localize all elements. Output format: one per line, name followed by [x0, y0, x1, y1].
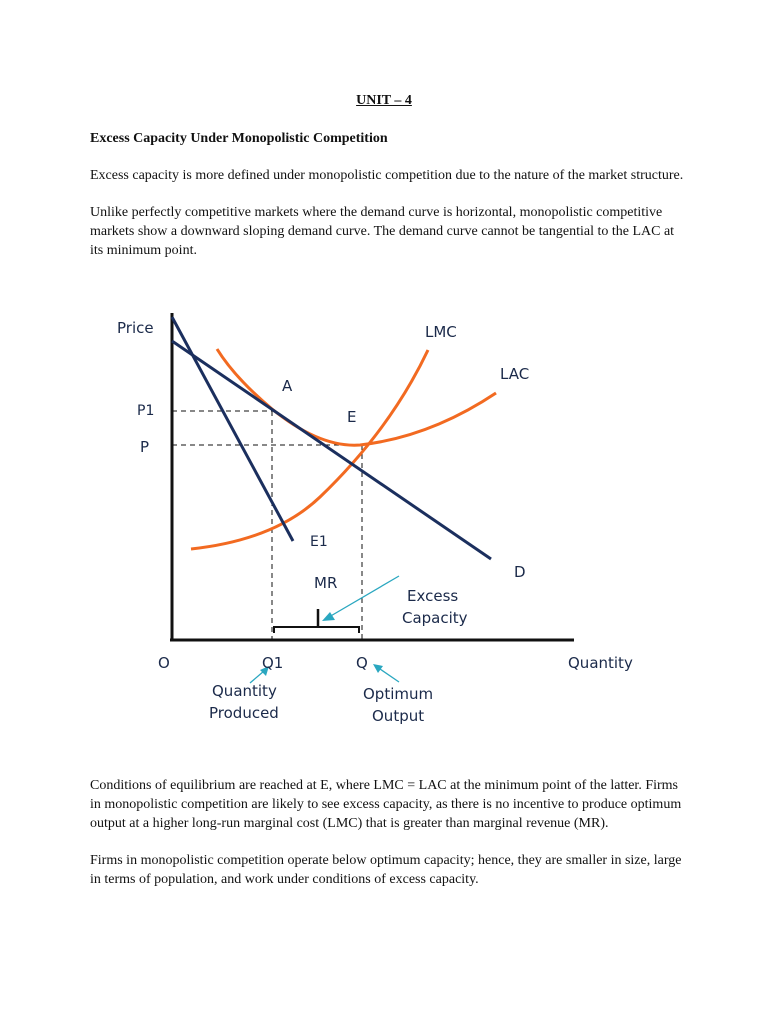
paragraph-equilibrium: Conditions of equilibrium are reached at E, where LMC = LAC at the minimum point of the latter. Firms in monopolistic competition are likely to see excess capacity, as there is no incentive to produce optimum output at a higher long-run marginal cost (LMC) that is greater than marginal revenue (MR).: [90, 778, 682, 831]
demand-curve-d: [172, 341, 491, 559]
quantity-produced-label-line1: Quantity: [212, 682, 277, 700]
origin-label: O: [158, 654, 170, 672]
lmc-label: LMC: [425, 323, 457, 341]
unit-title: UNIT – 4: [356, 93, 412, 108]
x-axis-label: Quantity: [568, 654, 633, 672]
optimum-output-arrow: [380, 669, 399, 682]
point-e-label: E: [347, 408, 357, 426]
lac-label: LAC: [500, 365, 530, 383]
demand-label: D: [514, 563, 526, 581]
optimum-output-arrowhead: [373, 664, 383, 673]
lac-curve: [217, 349, 496, 445]
paragraph-conclusion: Firms in monopolistic competition operate below optimum capacity; hence, they are smaller in size, large in terms of population, and work under conditions of excess capacity.: [90, 853, 682, 887]
point-e1-label: E1: [310, 534, 328, 550]
section-heading: Excess Capacity Under Monopolistic Competition: [90, 131, 388, 146]
paragraph-intro: Excess capacity is more defined under monopolistic competition due to the nature of the market structure.: [90, 168, 684, 183]
y-axis-label: Price: [117, 319, 154, 337]
optimum-output-label-line2: Output: [372, 707, 425, 725]
excess-capacity-label-line2: Capacity: [402, 609, 468, 627]
optimum-output-label-line1: Optimum: [363, 685, 434, 703]
price-p1-label: P1: [137, 403, 155, 419]
excess-capacity-arrowhead: [322, 612, 335, 621]
paragraph-demand-curve: Unlike perfectly competitive markets where the demand curve is horizontal, monopolistic competitive markets show a downward sloping demand curve. The demand curve cannot be tangential to the LAC at its minimum point.: [90, 205, 675, 258]
excess-capacity-bracket: [274, 627, 359, 633]
quantity-q-label: Q: [356, 654, 368, 672]
excess-capacity-label-line1: Excess: [407, 587, 459, 605]
point-a-label: A: [282, 377, 293, 395]
quantity-q1-label: Q1: [262, 654, 284, 672]
quantity-produced-label-line2: Produced: [209, 704, 279, 722]
mr-label: MR: [314, 574, 338, 592]
excess-capacity-arrow: [329, 576, 399, 617]
price-p-label: P: [140, 438, 150, 456]
marginal-revenue-curve: [172, 317, 293, 541]
